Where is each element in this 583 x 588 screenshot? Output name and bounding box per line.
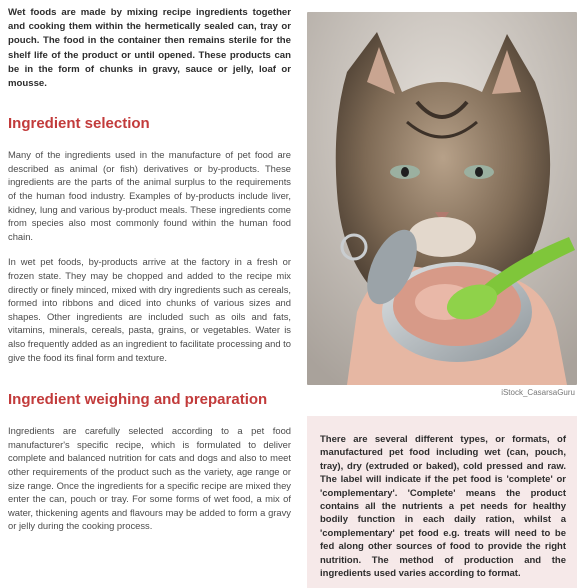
intro-paragraph: Wet foods are made by mixing recipe ingredients together and cooking them within the hermetically sealed can, tray or pouch. The food in the container then remains sterile for the shelf life of the product or until opened. These products can be in the form of chunks in gravy, sauce or jelly, loaf or mousse. <box>8 7 291 90</box>
section-heading-ingredient-selection: Ingredient selection <box>8 115 150 133</box>
callout-box <box>307 416 577 588</box>
weighing-preparation-paragraph: Ingredients are carefully selected according to a pet food manufacturer's specific recipe, which is formulated to deliver complete and balanced nutrition for cats and dogs and also to meet other requirements of the product such as the variety, age range or size range. Once the ingredients for a specific recipe are mixed they enter the can, pouch or tray. For some forms of wet food, a mix of water, thickening agents and flavours may be added to form a gravy or jelly during the cooking process. <box>8 425 291 532</box>
section-heading-weighing-preparation: Ingredient weighing and preparation <box>8 391 268 409</box>
cat-eating-photo <box>307 12 577 385</box>
ingredient-selection-paragraph-1: Many of the ingredients used in the manufacture of pet food are described as animal (or fish) derivatives or by-products. These ingredients are the parts of the animal surplus to the requirements of the human food industry. Examples of by-products include liver, kidney, lung and various by-product meals. These ingredients come from species also most commonly found within the human food chain. <box>8 149 291 242</box>
callout-text: There are several different types, or formats, of manufactured pet food including wet (can, pouch, tray), dry (extruded or baked), cold pressed and raw. The label will indicate if the pet food is 'complete' or 'complementary'. 'Complete' means the product contains all the nutrients a pet needs for healthy bodily function in each daily ration, whilst a 'complementary' pet food e.g. treats will need to be fed along other sources of food to provide the right nutrition. The method of production and the ingredients used varies according to format. <box>320 434 566 580</box>
ingredient-selection-paragraph-2: In wet pet foods, by-products arrive at the factory in a fresh or frozen state. They may be chopped and added to the recipe mix directly or finely minced, mixed with dry ingredients such as cereals, formed into ribbons and diced into chunks of various sizes and shapes. Other ingredients are included such as oils and fats, vitamins, minerals, cereals, pasta, grains, or vegetables. Water is also frequently added as an ingredient to facilitate processing and to give the food its final form and texture. <box>8 256 291 363</box>
photo-credit: iStock_CasarsaGuru <box>501 388 575 397</box>
cat-photo-illustration <box>307 12 577 385</box>
article-left-column <box>8 6 291 533</box>
